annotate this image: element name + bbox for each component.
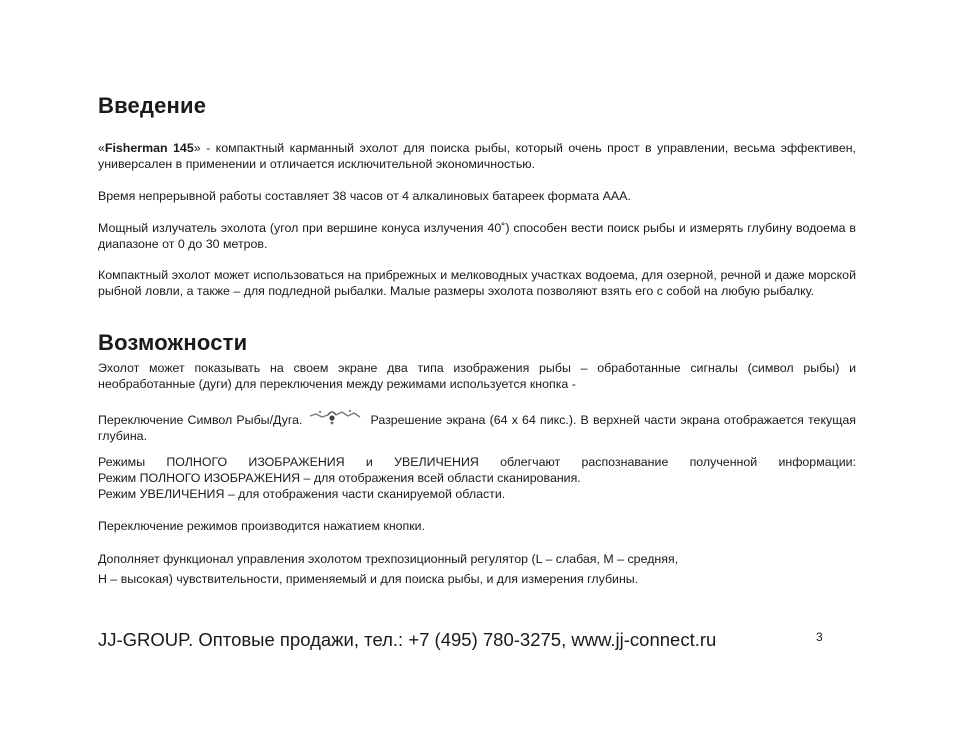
- footer-contact: JJ-GROUP. Оптовые продажи, тел.: +7 (495) 780-3275, www.jj-connect.ru: [98, 629, 717, 650]
- features-paragraph-4: Переключение режимов производится нажатием кнопки.: [98, 519, 426, 533]
- intro-paragraph-3: Мощный излучатель эхолота (угол при вершине конуса излучения 40˚) способен вести поиск рыбы и измерять глубину водоема в диапазоне от 0 до 30 метров.: [98, 221, 856, 251]
- fish-arc-toggle-icon: [306, 406, 366, 426]
- features-p5-line1: Дополняет функционал управления эхолотом трехпозиционный регулятор (L – слабая, M – средняя,: [98, 552, 679, 566]
- features-p5-line2: H – высокая) чувствительности, применяемый и для поиска рыбы, и для измерения глубины.: [98, 572, 639, 586]
- intro-paragraph-2: Время непрерывной работы составляет 38 часов от 4 алкалиновых батареек формата AAA.: [98, 189, 631, 203]
- intro-heading: Введение: [98, 93, 207, 118]
- features-p2-after: Разрешение экрана (64 x 64 пикс.). В верхней части экрана отображается текущая глубина.: [98, 413, 856, 443]
- intro-quote-open: «: [98, 141, 105, 155]
- features-p2-before: Переключение Символ Рыбы/Дуга.: [98, 413, 303, 427]
- features-p3-line1: Режимы ПОЛНОГО ИЗОБРАЖЕНИЯ и УВЕЛИЧЕНИЯ облегчают распознавание полученной информации:: [98, 455, 856, 469]
- intro-paragraph-4: Компактный эхолот может использоваться на прибрежных и мелководных участках водоема, для озерной, речной и даже морской рыбной ловли, а также – для подледной рыбалки. Малые размеры эхолота позволяют взять его с собой на любую рыбалку.: [98, 268, 856, 298]
- features-p3-line3: Режим УВЕЛИЧЕНИЯ – для отображения части сканируемой области.: [98, 487, 506, 501]
- features-paragraph-1: Эхолот может показывать на своем экране два типа изображения рыбы – обработанные сигналы (символ рыбы) и необработанные (дуги) для переключения между режимами используется кнопка -: [98, 361, 856, 391]
- product-name: Fisherman 145: [104, 141, 194, 155]
- intro-p1-text: » - компактный карманный эхолот для поиска рыбы, который очень прост в управлении, весьма эффективен, универсален в применении и отличается исключительной экономичностью.: [98, 141, 856, 171]
- features-paragraph-5: [98, 549, 856, 589]
- page-number: 3: [816, 630, 823, 644]
- intro-paragraph-1: [98, 140, 856, 172]
- features-paragraph-3: [98, 454, 856, 502]
- features-p3-line2: Режим ПОЛНОГО ИЗОБРАЖЕНИЯ – для отображения всей области сканирования.: [98, 471, 581, 485]
- features-heading: Возможности: [98, 330, 248, 355]
- features-paragraph-2: [98, 406, 856, 444]
